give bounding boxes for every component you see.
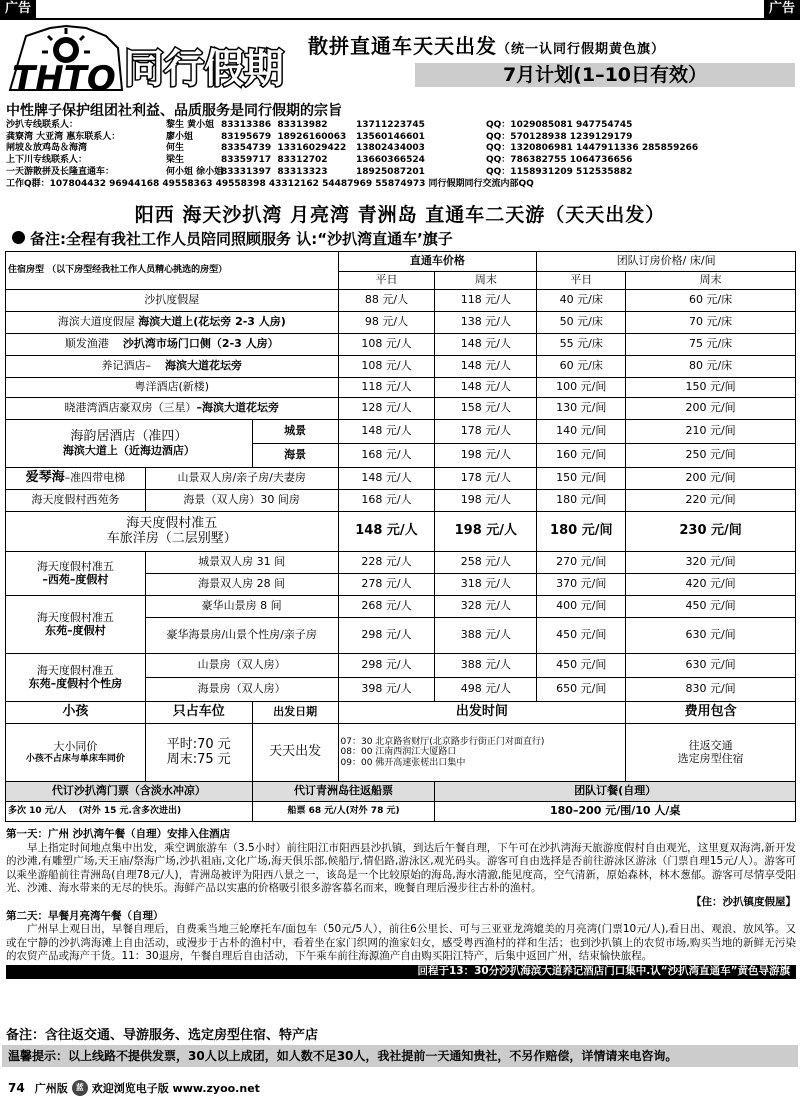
- contact-qq: QQ：786382755 1064736656: [486, 155, 633, 166]
- route-title: 阳西 海天沙扒湾 月亮湾 青洲岛 直通车二天游（天天出发）: [134, 204, 666, 226]
- price-cell: 158 元/人: [435, 398, 537, 420]
- contact-mobile: 13711223745: [356, 120, 425, 130]
- contact-name: 何小姐 徐小姐: [166, 166, 224, 177]
- room-location: 海滨大道上(花坛旁 2-3 人房): [138, 315, 286, 329]
- price-cell: 630 元/间: [626, 654, 796, 678]
- table-row: [6, 512, 796, 552]
- room-location: –海滨大道花坛旁: [196, 401, 280, 415]
- group-weekday-header: 平日: [537, 272, 626, 290]
- contact-row: [6, 167, 796, 179]
- page-footer: [8, 1080, 260, 1096]
- price-cell: 270 元/间: [537, 552, 626, 574]
- room-subname: 东苑–度假村: [45, 623, 106, 637]
- contact-mobile: 13802434003: [356, 143, 425, 154]
- headline: [308, 30, 665, 59]
- depart-time-1: 07：30 北京路省财厅(北京路步行街正门对面直行): [340, 736, 545, 747]
- price-cell: 498 元/人: [435, 678, 537, 702]
- price-cell: 60 元/床: [537, 356, 626, 378]
- room-type: 海景双人房 28 间: [145, 574, 338, 596]
- price-cell: 178 元/人: [435, 420, 537, 444]
- price-cell: 180 元/间: [537, 490, 626, 512]
- seat-weekend: 周末:75 元: [166, 751, 231, 767]
- contact-mobile: 13560146601: [356, 131, 425, 142]
- room-name: [6, 468, 146, 490]
- room-name-text: 海天度假村准五: [36, 559, 114, 573]
- price-cell: 398 元/人: [338, 678, 435, 702]
- ticket-price-value: 多次 10 元/人: [8, 806, 67, 817]
- contact-name: 何生: [166, 143, 185, 154]
- info-header-row: [6, 702, 796, 724]
- price-cell: 178 元/人: [435, 468, 537, 490]
- tel-2: 18926160063: [277, 131, 347, 142]
- room-name-suffix: –准四带电梯: [64, 471, 126, 485]
- price-cell: 98 元/人: [338, 312, 435, 334]
- ticket-row: [6, 802, 796, 822]
- tel-2: 83313982: [277, 120, 328, 130]
- price-cell: 650 元/间: [537, 678, 626, 702]
- price-cell: 198 元/人: [435, 490, 537, 512]
- tel-2: 13316029422: [277, 143, 347, 154]
- ticket-header-row: [6, 782, 796, 802]
- service-note: 备注:全程有我社工作人员陪同照顾服务 认:“沙扒湾直通车’旗子: [30, 230, 453, 248]
- price-cell: 198 元/人: [435, 444, 537, 468]
- room-name: 海天度假村西苑务: [6, 490, 146, 512]
- price-cell: 630 元/间: [626, 618, 796, 654]
- table-row: [6, 378, 796, 398]
- room-name: [6, 654, 146, 702]
- room-name-text: 养记酒店–: [101, 359, 152, 373]
- price-cell: 148 元/人: [338, 420, 435, 444]
- logo-graphic: [6, 24, 306, 96]
- room-name-text: 海天度假村准五: [126, 515, 218, 531]
- child-info: [6, 724, 146, 782]
- contact-name: 廖小姐: [166, 131, 194, 142]
- price-cell: 298 元/人: [338, 654, 435, 678]
- child-rule: 小孩不占床与单床车同价: [25, 753, 125, 764]
- group-price-header: 团队订房价格/ 床/间: [537, 252, 796, 272]
- price-cell: 210 元/间: [626, 420, 796, 444]
- room-subname: –西苑–度假村: [42, 572, 109, 586]
- price-cell: 388 元/人: [435, 654, 537, 678]
- child-price: 大小同价: [53, 740, 98, 753]
- table-row: [6, 420, 796, 444]
- motto: 中性牌子保护组团社利益、品质服务是同行假期的宗旨: [6, 103, 342, 119]
- fee-include: [626, 724, 796, 782]
- room-type-header: 住宿房型 （以下房型经我社工作人员精心挑选的房型）: [6, 252, 339, 290]
- price-cell: 148 元/人: [338, 512, 435, 552]
- table-row: [6, 356, 796, 378]
- ferry-price: 船票 68 元/人(对外 78 元): [252, 802, 435, 822]
- contact-label: 一天游散拼及长隆直通车：: [6, 166, 115, 177]
- depart-daily: 天天出发: [252, 724, 338, 782]
- price-cell: 80 元/床: [626, 356, 796, 378]
- weekend-header: 周末: [435, 272, 537, 290]
- price-cell: 370 元/间: [537, 574, 626, 596]
- contact-mobile: 13660366524: [356, 155, 425, 166]
- room-name-text: 爱琴海: [25, 470, 65, 486]
- price-cell: 200 元/间: [626, 398, 796, 420]
- ferry-header: 代订青洲岛往返船票: [252, 782, 435, 802]
- contact-list: [6, 120, 796, 190]
- contact-tel: [221, 155, 356, 167]
- contact-tel: [221, 120, 356, 132]
- page-number: 74: [8, 1081, 25, 1095]
- day1-text: 早上指定时间地点集中出发，乘空调旅游车（3.5小时）前往阳江市阳西县沙扒镇，到达后午餐自理，下午可在沙扒湾海天旅游度假村自由观光，这里夏双海湾,新开发的沙滩,有雕塑广场,天王庙/祭海广场,沙扒祖庙,文化广场,海天俱乐部,候船厅,情侣路,游泳区,观光码头。游客可自由选择是否前往游泳区游泳（门票自理15元/人）。游客可以乘坐游船前往青洲岛(自理78元/人)，青洲岛被评为阳西八景之一，该岛是一个比较原始的海岛,海水清澈,能见度高，空气清新，原始森林，林木葱郁。游客可尽情享受阳光、沙滩、海水带来的无尽的快乐。海鲜产品以实惠的价格吸引很多游客慕名而来，晚餐自理后漫步往古朴的渔村。: [6, 841, 796, 895]
- seat-header: 只占车位: [145, 702, 252, 724]
- day2-text: 广州早上观日出，早餐自理后，自费乘当地三轮摩托车/面包车（50元/5人），前往6公里长、可与三亚亚龙湾媲美的月亮湾(门票10元/人),看日出、观浪、放风筝。又或在宁静的沙扒湾海滩上自由活动，或漫步于古朴的渔村中，看着坐在家门织网的渔家妇女，感受粤西渔村的祥和生活；也到沙扒镇上的农贸市场,购买当地的新鲜无污染的农贸产品或海产干货。11：30退房，午餐自理后自由活动，下午乘车前往海源渔产自由购买阳江特产，后集中返回广州，结束愉快旅程。: [6, 923, 796, 963]
- bus-price-header: 直通车价格: [338, 252, 537, 272]
- room-location: 沙扒湾市场门口侧（2-3 人房）: [122, 337, 279, 351]
- room-name: [6, 596, 146, 654]
- fee-header: 费用包含: [626, 702, 796, 724]
- price-cell: 88 元/人: [338, 290, 435, 312]
- price-cell: 150 元/间: [537, 468, 626, 490]
- room-name-text: 海天度假村准五: [36, 610, 114, 624]
- price-cell: 160 元/间: [537, 444, 626, 468]
- price-cell: 148 元/人: [338, 468, 435, 490]
- price-table: [5, 251, 796, 822]
- price-cell: 230 元/间: [626, 512, 796, 552]
- tel-2: 83312702: [277, 155, 328, 166]
- weekday-header: 平日: [338, 272, 435, 290]
- room-name: [6, 398, 339, 420]
- tel-1: 83313386: [221, 120, 272, 130]
- price-cell: 200 元/间: [626, 468, 796, 490]
- contact-tel: [221, 143, 356, 155]
- ad-label-left: 广告: [0, 0, 36, 18]
- price-cell: 148 元/人: [435, 378, 537, 398]
- price-cell: 108 元/人: [338, 334, 435, 356]
- price-cell: 108 元/人: [338, 356, 435, 378]
- contact-row: [6, 120, 796, 132]
- group-weekend-header: 周末: [626, 272, 796, 290]
- room-type: 城景双人房 31 间: [145, 552, 338, 574]
- table-row: [6, 468, 796, 490]
- room-name: [6, 420, 253, 468]
- edition: 广州版: [34, 1082, 68, 1095]
- price-cell: 128 元/人: [338, 398, 435, 420]
- room-type: 海景（双人房）30 间房: [145, 490, 338, 512]
- price-cell: 450 元/间: [537, 618, 626, 654]
- room-type: 海景房（双人房）: [145, 678, 338, 702]
- day2-heading: 第二天：早餐月亮湾午餐（自理）: [6, 909, 164, 922]
- room-name-text: 海滨大道度假屋: [57, 315, 135, 329]
- top-rule: [0, 18, 800, 20]
- price-cell: 100 元/间: [537, 378, 626, 398]
- day1-heading: 第一天：广州 沙扒湾午餐（自理）安排入住酒店: [6, 828, 231, 840]
- room-name: [6, 356, 339, 378]
- tel-1: 83331397: [221, 166, 272, 177]
- price-cell: 228 元/人: [338, 552, 435, 574]
- work-qq-groups: 工作Q群：107804432 96944168 49558363 49558398 43312162 54487969 55874973 同行假期同行交流内部QQ: [6, 178, 534, 189]
- room-name: [6, 334, 339, 356]
- price-cell: 140 元/间: [537, 420, 626, 444]
- logo-chinese: 同行假期: [124, 46, 284, 92]
- contact-label: 龚寮湾 大亚湾 惠东联系人：: [6, 131, 121, 142]
- price-cell: 278 元/人: [338, 574, 435, 596]
- room-location: 海滨大道上（近海边酒店）: [62, 443, 195, 457]
- ad-label-right: 广告: [764, 0, 800, 18]
- price-cell: 830 元/间: [626, 678, 796, 702]
- seat-weekday: 平时:70 元: [166, 736, 231, 752]
- plan-banner: 7月计划(1–10日有效）: [415, 63, 795, 87]
- price-cell: 450 元/间: [537, 654, 626, 678]
- seat-info: [145, 724, 252, 782]
- price-cell: 60 元/床: [626, 290, 796, 312]
- table-row: [6, 312, 796, 334]
- depart-time-3: 09：00 佛开高速张槎出口集中: [340, 757, 466, 768]
- price-cell: 50 元/床: [537, 312, 626, 334]
- room-name-text: 海韵居酒店（准四）: [70, 428, 188, 444]
- price-cell: 420 元/间: [626, 574, 796, 596]
- price-cell: 168 元/人: [338, 444, 435, 468]
- contact-row: [6, 143, 796, 155]
- price-cell: 328 元/人: [435, 596, 537, 618]
- contact-name: 黎生 黄小姐: [166, 120, 215, 130]
- website-link[interactable]: 欢迎浏览电子版 www.zyoo.net: [91, 1082, 260, 1095]
- itinerary: [6, 828, 796, 980]
- price-cell: 258 元/人: [435, 552, 537, 574]
- table-row: [6, 654, 796, 678]
- price-cell: 138 元/人: [435, 312, 537, 334]
- contact-name: 梁生: [166, 155, 185, 166]
- contact-label: 闸坡＆放鸡岛＆海湾: [6, 143, 88, 154]
- contact-mobile: 18925087201: [356, 166, 425, 177]
- ticket-header: 代订沙扒湾门票（含淡水冲凉）: [6, 782, 253, 802]
- remarks: 备注：含往返交通、导游服务、选定房型住宿、特产店: [6, 1028, 319, 1043]
- tel-1: 83359717: [221, 155, 272, 166]
- table-row: [6, 596, 796, 618]
- room-name-text: 顺发渔港: [64, 337, 109, 351]
- price-cell: 388 元/人: [435, 618, 537, 654]
- meal-header: 团队订餐(自理）: [435, 782, 796, 802]
- room-view: 城景: [252, 420, 338, 444]
- tel-1: 83354739: [221, 143, 272, 154]
- room-type: 山景双人房/亲子房/夫妻房: [145, 468, 338, 490]
- fee-item-2: 选定房型住宿: [677, 751, 744, 765]
- price-cell: 400 元/间: [537, 596, 626, 618]
- return-note: 回程于13：30分沙扒海滨大道养记酒店门口集中.认“沙扒湾直通车”黄色导游旗: [6, 965, 796, 979]
- price-cell: 450 元/间: [626, 596, 796, 618]
- contact-row: [6, 132, 796, 144]
- contact-qq: QQ：570128938 1239129179: [486, 131, 633, 142]
- contact-label: 上下川专线联系人：: [6, 155, 88, 166]
- room-subname: 东苑–度假村个性房: [28, 676, 123, 690]
- price-cell: 130 元/间: [537, 398, 626, 420]
- price-cell: 168 元/人: [338, 490, 435, 512]
- contact-label: 沙扒专线联系人：: [6, 120, 79, 130]
- room-name: [6, 512, 339, 552]
- table-row: [6, 552, 796, 574]
- price-cell: 70 元/床: [626, 312, 796, 334]
- table-row: [6, 290, 796, 312]
- headline-main: 散拼直通车天天出发: [308, 34, 497, 58]
- contact-qq: QQ：1320806981 1447911336 285859266: [486, 143, 699, 154]
- price-cell: 198 元/人: [435, 512, 537, 552]
- price-cell: 320 元/间: [626, 552, 796, 574]
- warm-tips: 温馨提示：以上线路不提供发票，30人以上成团，如人数不足30人，我社提前一天通知贵社，不另作赔偿，详情请来电咨询。: [2, 1045, 798, 1067]
- table-row: [6, 398, 796, 420]
- price-cell: 318 元/人: [435, 574, 537, 596]
- room-name-text: 海天度假村准五: [36, 663, 114, 677]
- price-cell: 148 元/人: [435, 334, 537, 356]
- edition-badge-icon: 蓝: [72, 1080, 88, 1096]
- room-type: 豪华山景房 8 间: [145, 596, 338, 618]
- child-header: 小孩: [6, 702, 146, 724]
- info-row: [6, 724, 796, 782]
- contact-tel: [221, 167, 356, 179]
- contact-row: [6, 155, 796, 167]
- price-cell: 118 元/人: [338, 378, 435, 398]
- room-location: 海滨大道花坛旁: [165, 359, 243, 373]
- room-type: 豪华海景房/山景个性房/亲子房: [145, 618, 338, 654]
- room-name: [6, 552, 146, 596]
- room-name: [6, 312, 339, 334]
- tel-1: 83195679: [221, 131, 272, 142]
- price-cell: 118 元/人: [435, 290, 537, 312]
- room-type: 山景房（双人房）: [145, 654, 338, 678]
- table-row: [6, 334, 796, 356]
- price-cell: 220 元/间: [626, 490, 796, 512]
- depart-times: [338, 724, 626, 782]
- logo-latin: THTO: [12, 59, 116, 96]
- ticket-price: [6, 802, 253, 822]
- price-cell: 40 元/床: [537, 290, 626, 312]
- day1-stay: 【住：沙扒镇度假屋】: [691, 895, 796, 908]
- price-cell: 148 元/人: [435, 356, 537, 378]
- price-cell: 75 元/床: [626, 334, 796, 356]
- contact-qq: QQ：1029085081 947754745: [486, 120, 633, 130]
- price-cell: 55 元/床: [537, 334, 626, 356]
- room-view: 海景: [252, 444, 338, 468]
- depart-time-2: 08：00 江南西润江大厦路口: [340, 747, 457, 758]
- price-cell: 150 元/间: [626, 378, 796, 398]
- table-row: [6, 490, 796, 512]
- price-cell: 268 元/人: [338, 596, 435, 618]
- time-header: 出发时间: [338, 702, 626, 724]
- contact-qq: QQ：1158931209 512535882: [486, 166, 633, 177]
- contact-tel: [221, 132, 356, 144]
- meal-price: 180–200 元/围/10 人/桌: [435, 802, 796, 822]
- price-cell: 250 元/间: [626, 444, 796, 468]
- room-name: 粤洋酒店(新楼): [6, 378, 339, 398]
- tel-2: 83313323: [277, 166, 328, 177]
- brand-logo: [6, 24, 306, 96]
- headline-sub: （统一认同行假期黄色旗）: [497, 42, 666, 57]
- price-cell: 298 元/人: [338, 618, 435, 654]
- room-subname: 车旅洋房（二层别墅）: [106, 530, 237, 546]
- room-name-text: 晓港湾酒店豪双房（三星）: [64, 401, 197, 415]
- date-header: 出发日期: [252, 702, 338, 724]
- ticket-price-note: (对外 15 元.含多次进出): [78, 806, 182, 817]
- room-name: 沙扒度假屋: [6, 290, 339, 312]
- price-cell: 180 元/间: [537, 512, 626, 552]
- fee-item-1: 往返交通: [688, 738, 733, 752]
